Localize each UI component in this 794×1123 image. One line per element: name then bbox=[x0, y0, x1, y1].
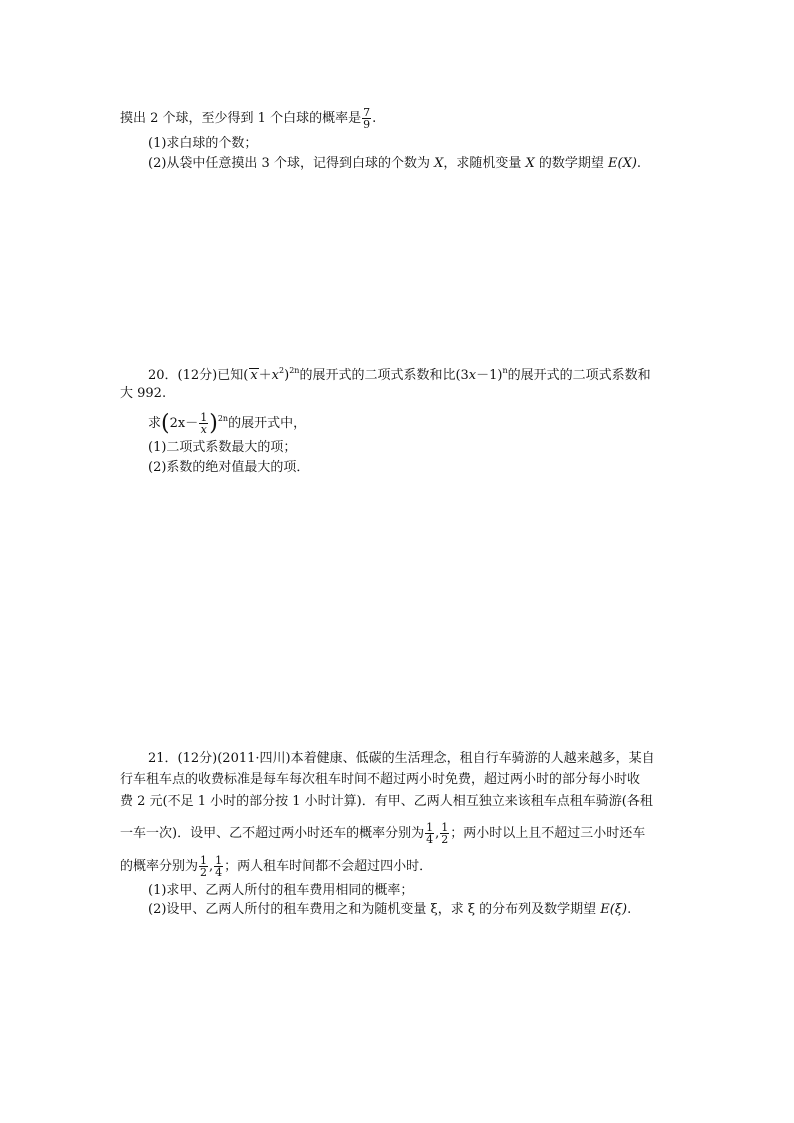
q20-line1 bbox=[148, 368, 651, 384]
q21-line4-text-a: 一车一次)．设甲、乙不超过两小时还车的概率分别为 bbox=[120, 826, 425, 841]
q20-part1-text: (1)二项式系数最大的项； bbox=[148, 440, 297, 455]
comma: , bbox=[435, 826, 440, 841]
frac-denominator: x bbox=[200, 423, 207, 436]
q20-line2-text: 大 992. bbox=[120, 386, 167, 401]
q19-part1-text: (1)求白球的个数； bbox=[148, 136, 258, 151]
q21-part2-text: (2)设甲、乙两人所付的租车费用之和为随机变量 ξ，求 ξ 的分布列及数学期望 bbox=[148, 902, 601, 917]
frac-numerator: 1 bbox=[200, 411, 208, 424]
frac-denominator: 4 bbox=[426, 833, 434, 846]
q21-line3 bbox=[120, 794, 653, 810]
var-x-2: X bbox=[525, 156, 535, 171]
exponent-n: n bbox=[502, 366, 508, 375]
expectation: E(X) bbox=[608, 156, 637, 171]
var-x: x bbox=[271, 368, 280, 383]
frac-numerator: 1 bbox=[215, 854, 223, 867]
expectation: E(ξ) bbox=[600, 902, 628, 917]
q19-part2-text-b: ，求随机变量 bbox=[443, 156, 526, 171]
paren: ) bbox=[284, 368, 290, 383]
q20-part2-text: (2)系数的绝对值最大的项． bbox=[148, 460, 310, 475]
period: . bbox=[636, 156, 642, 171]
q21-line2 bbox=[120, 772, 640, 788]
period: . bbox=[627, 902, 632, 917]
q21-line2-text: 行车租车点的收费标准是每车每次租车时间不超过两小时免费，超过两小时的部分每小时收 bbox=[120, 772, 641, 787]
q21-line1-text: 21．(12分)(2011·四川)本着健康、低碳的生活理念，租自行车骑游的人越来越多，某自 bbox=[148, 751, 655, 766]
fraction-1-4 bbox=[214, 855, 223, 878]
q21-line5-text-a: 的概率分别为 bbox=[120, 859, 199, 874]
exponent: 2 bbox=[279, 366, 285, 375]
q19-part1 bbox=[148, 136, 257, 152]
q20-tail-text: 的展开式的二项式系数和 bbox=[507, 368, 651, 383]
q21-part1-text: (1)求甲、乙两人所付的租车费用相同的概率； bbox=[148, 883, 414, 898]
frac-numerator: 1 bbox=[441, 821, 449, 834]
frac-numerator: 1 bbox=[200, 854, 208, 867]
q19-line1 bbox=[120, 107, 376, 130]
q21-part1 bbox=[148, 883, 413, 899]
right-paren: ) bbox=[209, 411, 218, 436]
q20-line3 bbox=[148, 412, 306, 435]
q21-line4-text-b: ；两小时以上且不超过三小时还车 bbox=[450, 826, 646, 841]
var-x: x bbox=[468, 368, 477, 383]
left-paren: ( bbox=[161, 411, 170, 436]
frac-numerator: 7 bbox=[363, 106, 371, 119]
two-x: 2x－ bbox=[169, 416, 199, 431]
exponent-2n: 2n bbox=[289, 366, 300, 375]
exponent-2n: 2n bbox=[217, 414, 229, 423]
var-x: x bbox=[250, 368, 258, 383]
fraction-1-2 bbox=[440, 822, 449, 845]
sqrt-x bbox=[249, 368, 258, 382]
q19-part2-text-a: (2)从袋中任意摸出 3 个球，记得到白球的个数为 bbox=[148, 156, 435, 171]
q21-line3-text: 费 2 元(不足 1 小时的部分按 1 小时计算)．有甲、乙两人相互独立来该租车点租车骑游(各租 bbox=[120, 794, 653, 809]
comma: , bbox=[209, 859, 214, 874]
fraction-7-9 bbox=[362, 107, 371, 130]
plus-sign: ＋ bbox=[258, 368, 272, 383]
q21-line5-text-b: ；两人租车时间都不会超过四小时． bbox=[224, 859, 433, 874]
period: . bbox=[372, 111, 377, 126]
frac-numerator: 1 bbox=[426, 821, 434, 834]
q21-part2 bbox=[148, 902, 631, 918]
minus-one: －1) bbox=[476, 368, 503, 383]
q20-mid-text: 的展开式的二项式系数和比(3 bbox=[299, 368, 469, 383]
fraction-1-4 bbox=[425, 822, 434, 845]
frac-denominator: 2 bbox=[441, 833, 449, 846]
var-x: X bbox=[434, 156, 444, 171]
fraction-1-2 bbox=[199, 855, 208, 878]
q19-part2 bbox=[148, 156, 641, 172]
q20-part2 bbox=[148, 460, 309, 476]
q20-after: 的展开式中， bbox=[228, 416, 307, 431]
q20-line2 bbox=[120, 386, 166, 402]
q21-line5 bbox=[120, 855, 432, 878]
frac-denominator: 2 bbox=[200, 866, 208, 879]
q20-number: 20．(12分)已知( bbox=[148, 368, 249, 383]
q20-part1 bbox=[148, 440, 296, 456]
fraction-1-x bbox=[199, 412, 208, 435]
q21-line4 bbox=[120, 822, 645, 845]
q21-line1 bbox=[148, 751, 655, 767]
frac-denominator: 4 bbox=[215, 866, 223, 879]
q19-text: 摸出 2 个球，至少得到 1 个白球的概率是 bbox=[120, 111, 362, 126]
q19-part2-text-c: 的数学期望 bbox=[534, 156, 609, 171]
q20-qiu: 求 bbox=[148, 416, 162, 431]
frac-denominator: 9 bbox=[363, 118, 371, 131]
